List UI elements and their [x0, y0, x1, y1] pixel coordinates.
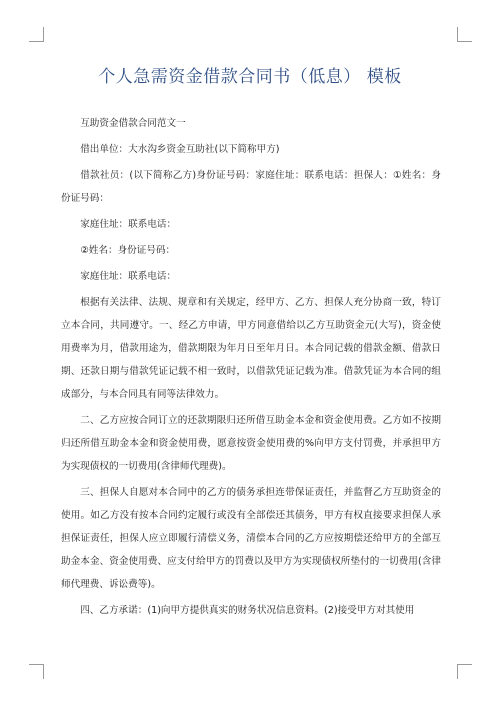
document-body [61, 112, 441, 622]
paragraph-clause-3: 三、担保人自愿对本合同中的乙方的债务承担连带保证责任，并监督乙方互助资金的使用。如乙方没有按本合同约定履行或没有全部偿还其债务，甲方有权直接要求担保人承担保证责任，担保人应立即履行清偿义务，清偿本合同的乙方应按期偿还给甲方的全部互助金本金、资金使用费、应支付给甲方的罚费以及甲方为实现债权所垫付的一切费用(含律师代理费、诉讼费等)。 [61, 487, 441, 590]
paragraph-clause-4: 四、乙方承诺：(1)向甲方提供真实的财务状况信息资料。(2)接受甲方对其使用 [80, 605, 415, 616]
paragraph-clause-1: 根据有关法律、法规、规章和有关规定，经甲方、乙方、担保人充分协商一致，特订立本合同，共同遵守。一、经乙方申请，甲方同意借给以乙方互助资金元(大写)，资金使用费率为月，借款用途为，借款期限为年月日至年月日。本合同记载的借款金额、借款日期、还款日期与借款凭证记载不相一致时，以借款凭证记载为准。借款凭证为本合同的组成部分，与本合同具有同等法律效力。 [61, 297, 441, 400]
document-title: 个人急需资金借款合同书（低息） 模板 [98, 67, 402, 87]
crop-mark-bottom-left [29, 664, 44, 679]
crop-mark-top-right [457, 27, 472, 42]
paragraph-address-1: 家庭住址：联系电话： [80, 219, 177, 230]
paragraph-address-2: 家庭住址：联系电话： [80, 271, 177, 282]
paragraph-borrower: 借款社员：(以下简称乙方)身份证号码：家庭住址：联系电话：担保人：①姓名：身份证号码： [61, 170, 441, 204]
paragraph-clause-2: 二、乙方应按合同订立的还款期限归还所借互助金本金和资金使用费。乙方如不按期归还所借互助金本金和资金使用费，愿意按资金使用费的%向甲方支付罚费，并承担甲方为实现债权的一切费用(含律师代理费)。 [61, 415, 441, 472]
paragraph-guarantor-2: ②姓名：身份证号码： [80, 245, 176, 256]
paragraph-lender: 借出单位：大水沟乡资金互助社(以下简称甲方) [80, 144, 280, 155]
crop-mark-bottom-right [457, 664, 472, 679]
crop-mark-top-left [29, 27, 44, 42]
paragraph-subtitle: 互助资金借款合同范文一 [80, 118, 186, 129]
